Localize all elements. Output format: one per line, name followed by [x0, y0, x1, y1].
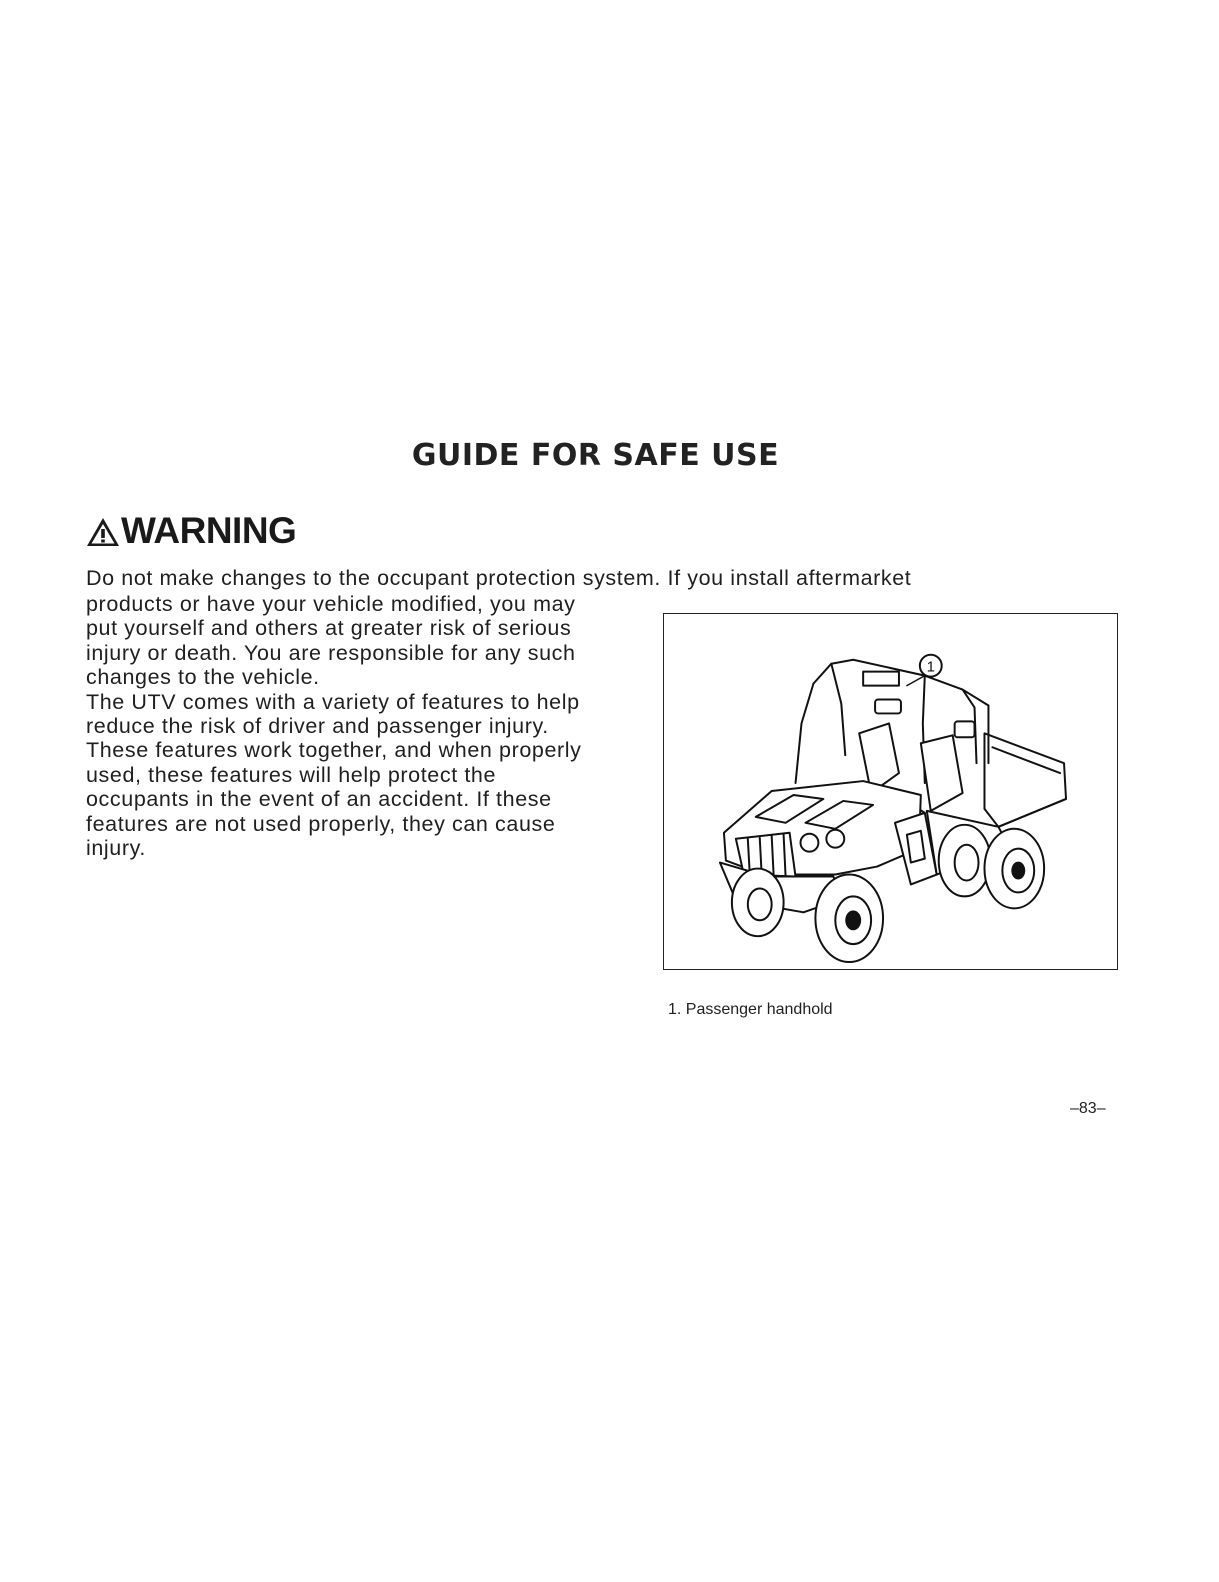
warning-label: WARNING: [121, 510, 297, 551]
warning-line: These features work together, and when properly: [86, 738, 582, 763]
page-title: GUIDE FOR SAFE USE: [411, 438, 780, 473]
warning-line: put yourself and others at greater risk of serious: [86, 616, 572, 641]
warning-line: changes to the vehicle.: [86, 665, 320, 690]
warning-paragraph: [86, 592, 582, 860]
svg-text:1: 1: [926, 659, 935, 676]
warning-triangle-icon: [86, 517, 120, 547]
utv-figure: [663, 613, 1118, 970]
figure-caption: 1. Passenger handhold: [668, 1001, 833, 1018]
warning-line: The UTV comes with a variety of features to help: [86, 689, 580, 714]
warning-line: products or have your vehicle modified, you may: [86, 592, 576, 616]
utv-illustration: [664, 614, 1117, 969]
warning-line: occupants in the event of an accident. If these: [86, 787, 552, 812]
warning-line: injury or death. You are responsible for any such: [86, 640, 576, 665]
warning-line: reduce the risk of driver and passenger injury.: [86, 714, 549, 739]
warning-heading: [86, 510, 296, 552]
warning-line: injury.: [86, 836, 146, 861]
warning-lead-line: Do not make changes to the occupant protection system. If you install aftermarket: [86, 566, 912, 590]
warning-line: features are not used properly, they can cause: [86, 811, 556, 836]
page-number: –83–: [1070, 1100, 1106, 1117]
warning-line: used, these features will help protect the: [86, 762, 497, 787]
